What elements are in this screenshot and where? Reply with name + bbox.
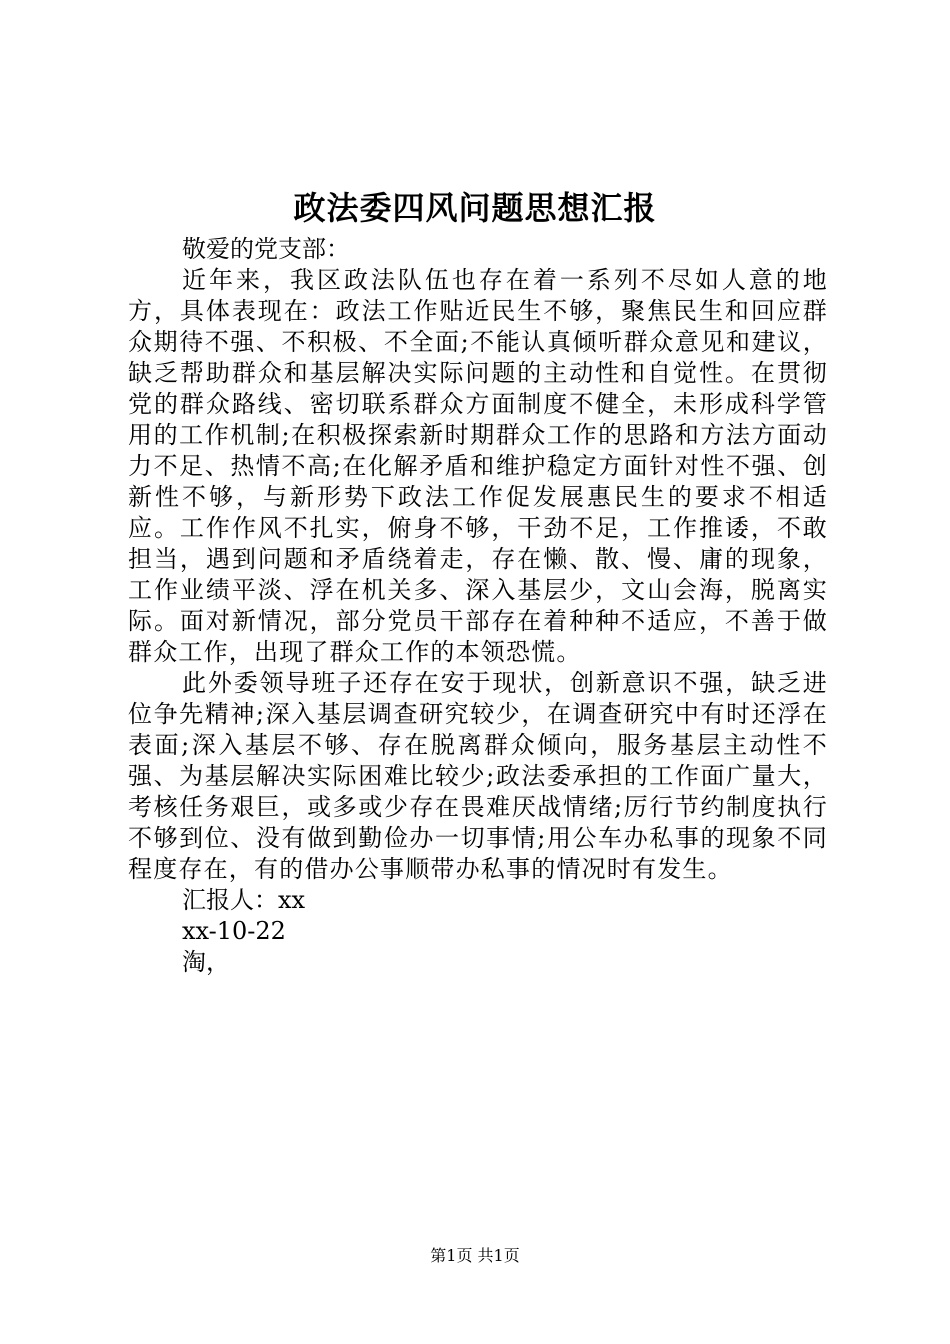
document-title: 政法委四风问题思想汇报 xyxy=(293,189,657,227)
reporter-line: 汇报人：xx xyxy=(182,886,306,914)
closing-line: 淘， xyxy=(182,948,230,976)
paragraph-1: 近年来，我区政法队伍也存在着一系列不尽如人意的地方，具体表现在：政法工作贴近民生不够，聚焦民生和回应群众期待不强、不积极、不全面;不能认真倾听群众意见和建议，缺乏帮助群众和基层解决实际问题的主动性和自觉性。在贯彻党的群众路线、密切联系群众方面制度不健全，未形成科学管用的工作机制;在积极探索新时期群众工作的思路和方法方面动力不足、热情不高;在化解矛盾和维护稳定方面针对性不强、创新性不够，与新形势下政法工作促发展惠民生的要求不相适应。工作作风不扎实，俯身不够，干劲不足，工作推诿，不敢担当，遇到问题和矛盾绕着走，存在懒、散、慢、庸的现象，工作业绩平淡、浮在机关多、深入基层少，文山会海，脱离实际。面对新情况，部分党员干部存在着种种不适应，不善于做群众工作，出现了群众工作的本领恐慌。 xyxy=(128,266,828,666)
date-line: xx-10-22 xyxy=(182,917,286,945)
page-footer: 第1页 共1页 xyxy=(430,1246,520,1265)
salutation: 敬爱的党支部： xyxy=(182,235,350,263)
paragraph-2: 此外委领导班子还存在安于现状，创新意识不强，缺乏进位争先精神;深入基层调查研究较少，在调查研究中有时还浮在表面;深入基层不够、存在脱离群众倾向，服务基层主动性不强、为基层解决实际困难比较少;政法委承担的工作面广量大，考核任务艰巨，或多或少存在畏难厌战情绪;厉行节约制度执行不够到位、没有做到勤俭办一切事情;用公车办私事的现象不同程度存在，有的借办公事顺带办私事的情况时有发生。 xyxy=(128,669,828,883)
document-body xyxy=(128,234,828,978)
